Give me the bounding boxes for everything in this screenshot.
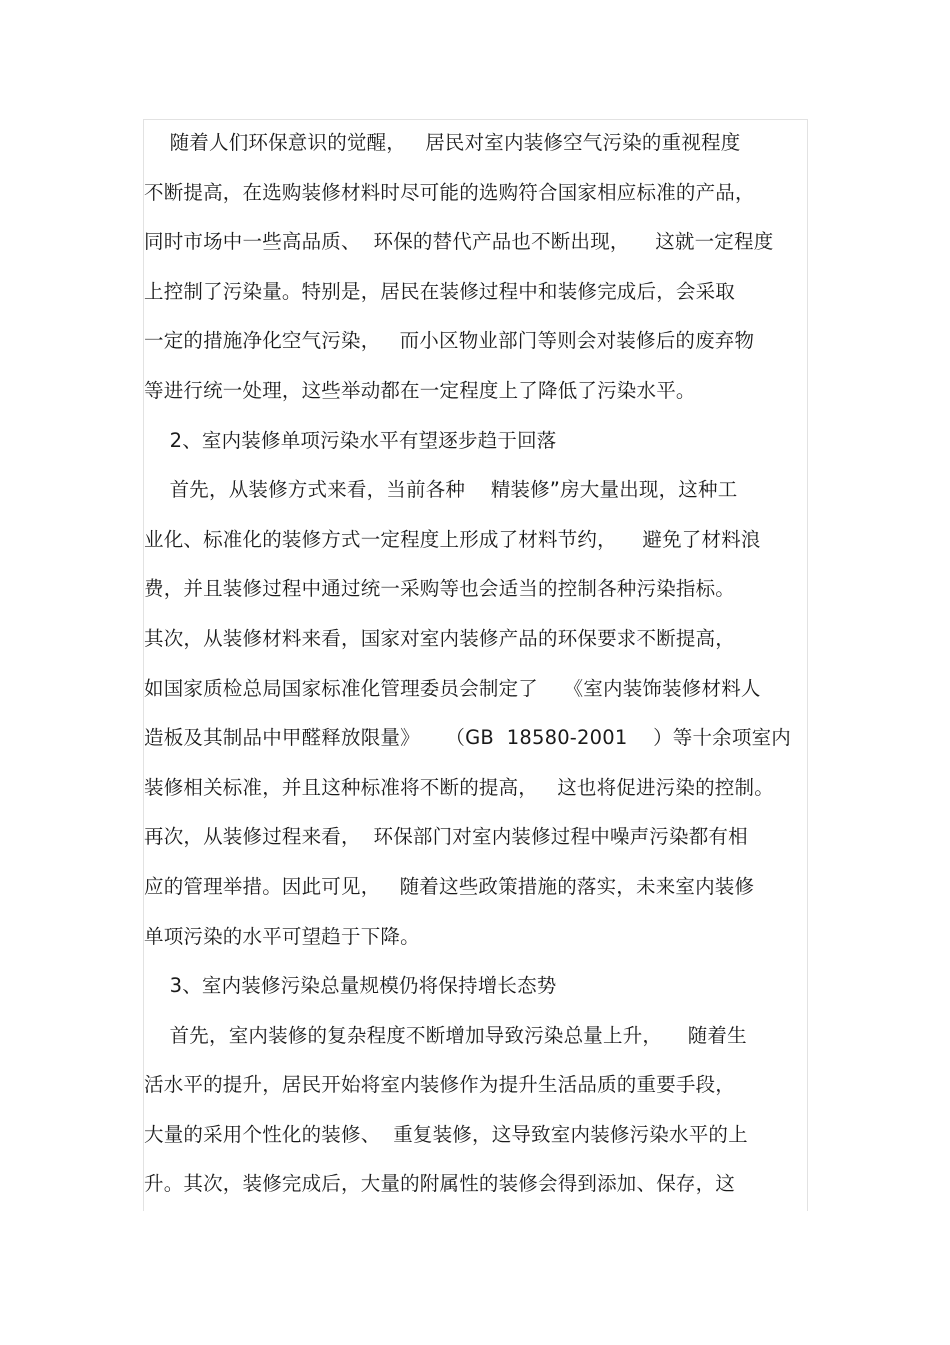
text-line: 大量的采用个性化的装修、 重复装修，这导致室内装修污染水平的上 xyxy=(144,1122,748,1146)
body-text xyxy=(144,118,844,1209)
text-line: 其次，从装修材料来看，国家对室内装修产品的环保要求不断提高， xyxy=(144,626,736,650)
text-line: 不断提高，在选购装修材料时尽可能的选购符合国家相应标准的产品， xyxy=(144,180,755,204)
text-line: 费，并且装修过程中通过统一采购等也会适当的控制各种污染指标。 xyxy=(144,577,736,601)
text-line: 活水平的提升，居民开始将室内装修作为提升生活品质的重要手段， xyxy=(144,1073,736,1097)
text-line: 首先，室内装修的复杂程度不断增加导致污染总量上升， 随着生 xyxy=(144,1023,747,1047)
text-line: 随着人们环保意识的觉醒， 居民对室内装修空气污染的重视程度 xyxy=(144,131,741,154)
text-line: 单项污染的水平可望趋于下降。 xyxy=(144,924,420,948)
text-line: 等进行统一处理，这些举动都在一定程度上了降低了污染水平。 xyxy=(144,378,696,402)
text-line: 造板及其制品中甲醛释放限量》 （GB 18580-2001 ）等十余项室内 xyxy=(144,726,791,750)
text-line: 再次，从装修过程来看， 环保部门对室内装修过程中噪声污染都有相 xyxy=(144,825,748,849)
text-line: 上控制了污染量。特别是，居民在装修过程中和装修完成后，会采取 xyxy=(144,279,736,303)
text-line: 升。其次，装修完成后，大量的附属性的装修会得到添加、保存，这 xyxy=(144,1172,736,1196)
section-heading-3: 3、室内装修污染总量规模仍将保持增长态势 xyxy=(144,974,557,998)
section-heading-2: 2、室内装修单项污染水平有望逐步趋于回落 xyxy=(144,428,557,452)
text-line: 首先，从装修方式来看，当前各种 精装修”房大量出现，这种工 xyxy=(144,478,738,502)
text-line: 一定的措施净化空气污染， 而小区物业部门等则会对装修后的废弃物 xyxy=(144,329,755,353)
text-line: 应的管理举措。因此可见， 随着这些政策措施的落实，未来室内装修 xyxy=(144,874,755,898)
text-line: 同时市场中一些高品质、 环保的替代产品也不断出现， 这就一定程度 xyxy=(144,230,774,254)
text-line: 如国家质检总局国家标准化管理委员会制定了 《室内装饰装修材料人 xyxy=(144,676,761,700)
text-line: 业化、标准化的装修方式一定程度上形成了材料节约， 避免了材料浪 xyxy=(144,527,761,551)
text-line: 装修相关标准，并且这种标准将不断的提高， 这也将促进污染的控制。 xyxy=(144,775,774,799)
